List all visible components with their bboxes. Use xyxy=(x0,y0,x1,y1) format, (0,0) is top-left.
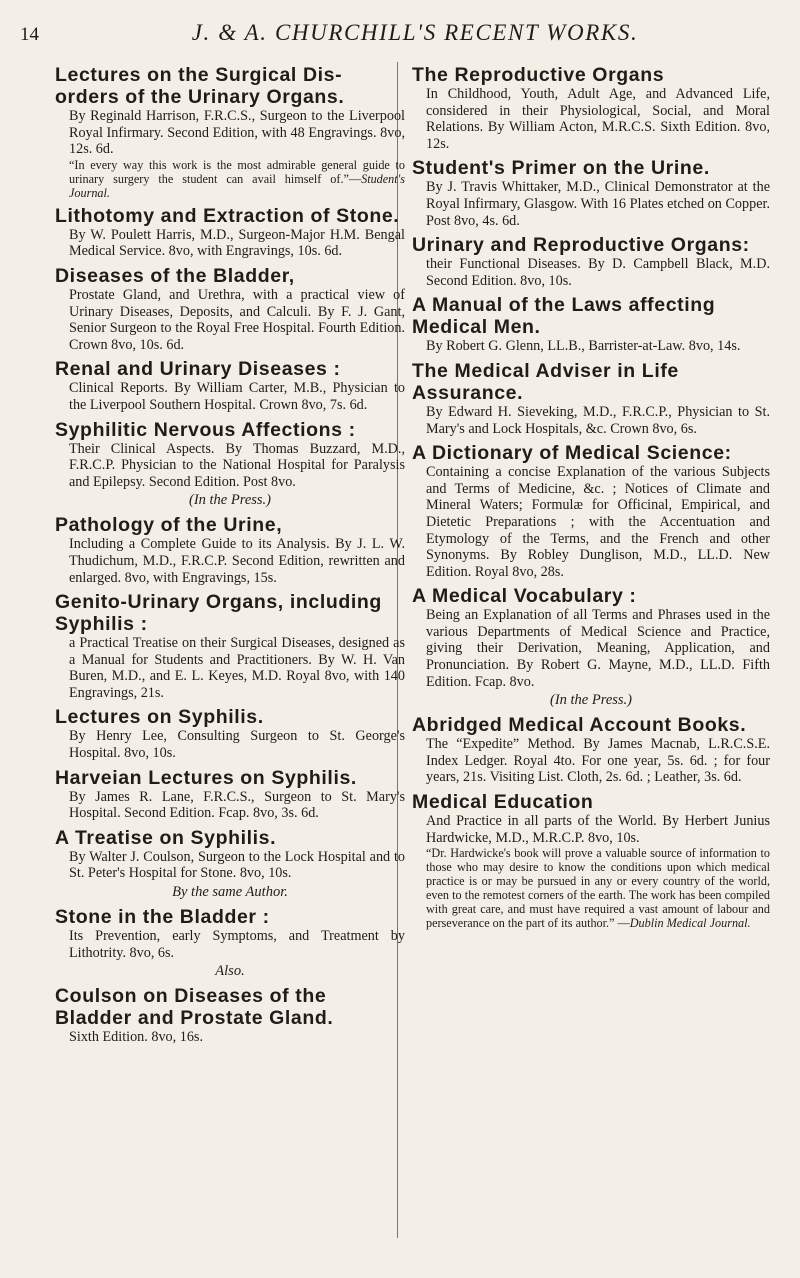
entry-body: By Henry Lee, Consulting Surgeon to St. George's Hospital. 8vo, 10s. xyxy=(69,728,405,762)
entry-body: By Reginald Harrison, F.R.C.S., Surgeon to the Liverpool Royal Infirmary. Second Edition, with 48 Engravings. 8vo, 12s. 6d. xyxy=(69,108,405,158)
entry-body: Its Prevention, early Symptoms, and Treatment by Lithotrity. 8vo, 6s. xyxy=(69,928,405,961)
entry-body: Their Clinical Aspects. By Thomas Buzzard, M.D., F.R.C.P. Physician to the National Hospital for Paralysis and Epilepsy. Second Edition. Post 8vo. xyxy=(69,440,405,490)
catalog-entry xyxy=(55,265,405,353)
entry-body: The “Expedite” Method. By James Macnab, L.R.C.S.E. Index Ledger. Royal 4to. For one year, 5s. 6d. ; for four years, 21s. Visiting List. Cloth, 2s. 6d. ; Leather, 3s. 6d. xyxy=(426,736,770,786)
right-column xyxy=(412,64,770,935)
entry-title: Pathology of the Urine, xyxy=(55,514,283,537)
entry-body: Being an Explanation of all Terms and Phrases used in the various Departments of Medical Science and Practice, giving their Derivation, Meaning, Application, and Pronunciation. By Robert G. Mayne, M.D., LL.D. Fifth Edition. Fcap. 8vo. xyxy=(426,607,770,690)
catalog-entry xyxy=(55,64,405,200)
entry-body: Including a Complete Guide to its Analysis. By J. L. W. Thudichum, M.D., F.R.C.P. Second Edition, rewritten and enlarged. 8vo, with Engravings, 15s. xyxy=(69,536,405,586)
quote-source: Student's Journal. xyxy=(69,171,405,200)
catalog-entry xyxy=(412,234,770,289)
entry-body: By Robert G. Glenn, LL.B., Barrister-at-Law. 8vo, 14s. xyxy=(426,338,741,355)
catalog-entry xyxy=(412,294,770,355)
catalog-entry xyxy=(412,585,770,709)
entry-title: Diseases of the Bladder, xyxy=(55,264,295,287)
entry-title: A Dictionary of Medical Science: xyxy=(412,442,732,465)
entry-title: Medical Education xyxy=(412,791,594,814)
in-press-note: (In the Press.) xyxy=(188,492,271,509)
entry-title: Lithotomy and Extraction of Stone. xyxy=(55,204,400,227)
entry-body: Sixth Edition. 8vo, 16s. xyxy=(69,1029,204,1046)
entry-title: A Treatise on Syphilis. xyxy=(55,826,277,849)
entry-title: Student's Primer on the Urine. xyxy=(412,157,710,180)
same-author-note: By the same Author. xyxy=(172,884,288,901)
entry-title: Abridged Medical Account Books. xyxy=(412,714,747,737)
entry-quote xyxy=(426,846,770,930)
catalog-entry xyxy=(412,360,770,437)
left-column xyxy=(55,64,405,1051)
page-number: 14 xyxy=(20,24,39,45)
in-press-note: (In the Press.) xyxy=(549,692,632,709)
entry-body: And Practice in all parts of the World. By Herbert Junius Hardwicke, M.D., M.R.C.P. 8vo, 10s. xyxy=(426,813,770,846)
page-header xyxy=(0,0,800,56)
entry-title: Lectures on the Surgical Dis-orders of the Urinary Organs. xyxy=(55,64,345,108)
entry-body: Containing a concise Explanation of the various Subjects and Terms of Medicine, &c. ; Notices of Climate and Mineral Waters; Formulæ for Officinal, Empirical, and Dietetic Preparations ; with the Accentuation and Etymology of the Terms, and the French and other Synonyms. By Robley Dunglison, M.D., LL.D. New Edition. Royal 8vo, 28s. xyxy=(426,464,770,580)
entry-title: The Reproductive Organs xyxy=(412,64,665,86)
also-note: Also. xyxy=(215,963,245,980)
entry-body: their Functional Diseases. By D. Campbell Black, M.D. Second Edition. 8vo, 10s. xyxy=(426,256,770,289)
entry-body: a Practical Treatise on their Surgical Diseases, designed as a Manual for Students and Practitioners. By W. H. Van Buren, M.D., and E. L. Keyes, M.D. Royal 8vo, with 140 Engravings, 21s. xyxy=(69,635,405,701)
catalog-entry xyxy=(412,714,770,786)
entry-title: Syphilitic Nervous Affections : xyxy=(55,418,356,441)
entry-title: Genito-Urinary Organs, including Syphilis : xyxy=(55,591,382,636)
entry-title: A Manual of the Laws affecting Medical Men. xyxy=(412,294,716,339)
entry-title: The Medical Adviser in Life Assurance. xyxy=(412,359,679,404)
catalog-entry xyxy=(55,514,405,586)
entry-title: Harveian Lectures on Syphilis. xyxy=(55,766,357,789)
entry-title: Stone in the Bladder : xyxy=(55,906,270,929)
entry-title: Urinary and Reproductive Organs: xyxy=(412,234,750,257)
entry-body: In Childhood, Youth, Adult Age, and Advanced Life, considered in their Physiological, Social, and Moral Relations. By William Acton, M.R.C.S. Sixth Edition. 8vo, 12s. xyxy=(426,86,770,152)
quote-text: “Dr. Hardwicke's book will prove a valuable source of information to those who may desire to know the conditions upon which medical practice is or may be pursued in any or every country of the world, even to the remotest corners of the earth. The work has been compiled with great care, and must have required a vast amount of labour and perseverance on the part of its author.” — xyxy=(426,846,770,931)
entry-title: A Medical Vocabulary : xyxy=(412,585,637,608)
catalog-entry xyxy=(55,205,405,260)
entry-body: By James R. Lane, F.R.C.S., Surgeon to St. Mary's Hospital. Second Edition. Fcap. 8vo, 3s. 6d. xyxy=(69,788,405,822)
entry-title: Lectures on Syphilis. xyxy=(55,706,264,729)
entry-body: Clinical Reports. By William Carter, M.B., Physician to the Liverpool Southern Hospital. Crown 8vo, 7s. 6d. xyxy=(69,380,405,413)
entry-body: By Edward H. Sieveking, M.D., F.R.C.P., Physician to St. Mary's and Lock Hospitals, &c. Crown 8vo, 6s. xyxy=(426,403,770,437)
catalog-entry xyxy=(55,827,405,901)
catalog-entry xyxy=(55,419,405,510)
quote-source: Dublin Medical Journal. xyxy=(629,916,751,931)
entry-quote xyxy=(69,158,405,200)
entry-body: Prostate Gland, and Urethra, with a practical view of Urinary Diseases, Deposits, and Calculi. By F. J. Gant, Senior Surgeon to the Royal Free Hospital. Fourth Edition. Crown 8vo, 10s. 6d. xyxy=(69,286,405,353)
catalog-entry xyxy=(55,906,405,980)
entry-body: By Walter J. Coulson, Surgeon to the Lock Hospital and to St. Peter's Hospital for Stone. 8vo, 10s. xyxy=(69,848,405,882)
entry-title: Coulson on Diseases of the Bladder and Prostate Gland. xyxy=(55,985,334,1030)
catalog-entry xyxy=(412,791,770,930)
catalog-entry xyxy=(412,157,770,229)
running-head: J. & A. CHURCHILL'S RECENT WORKS. xyxy=(191,20,639,45)
entry-title: Renal and Urinary Diseases : xyxy=(55,358,341,381)
quote-text: “In every way this work is the most admirable general guide to urinary surgery the student can avail himself of.”— xyxy=(69,157,405,186)
entry-body: By J. Travis Whittaker, M.D., Clinical Demonstrator at the Royal Infirmary, Glasgow. With 16 Plates etched on Copper. Post 8vo, 4s. 6d. xyxy=(426,179,770,229)
catalog-entry xyxy=(412,442,770,580)
catalog-entry xyxy=(55,985,405,1046)
catalog-entry xyxy=(412,64,770,152)
catalog-entry xyxy=(55,767,405,822)
entry-body: By W. Poulett Harris, M.D., Surgeon-Major H.M. Bengal Medical Service. 8vo, with Engravings, 10s. 6d. xyxy=(69,226,405,260)
catalog-entry xyxy=(55,358,405,413)
catalog-entry xyxy=(55,591,405,701)
catalog-entry xyxy=(55,706,405,761)
